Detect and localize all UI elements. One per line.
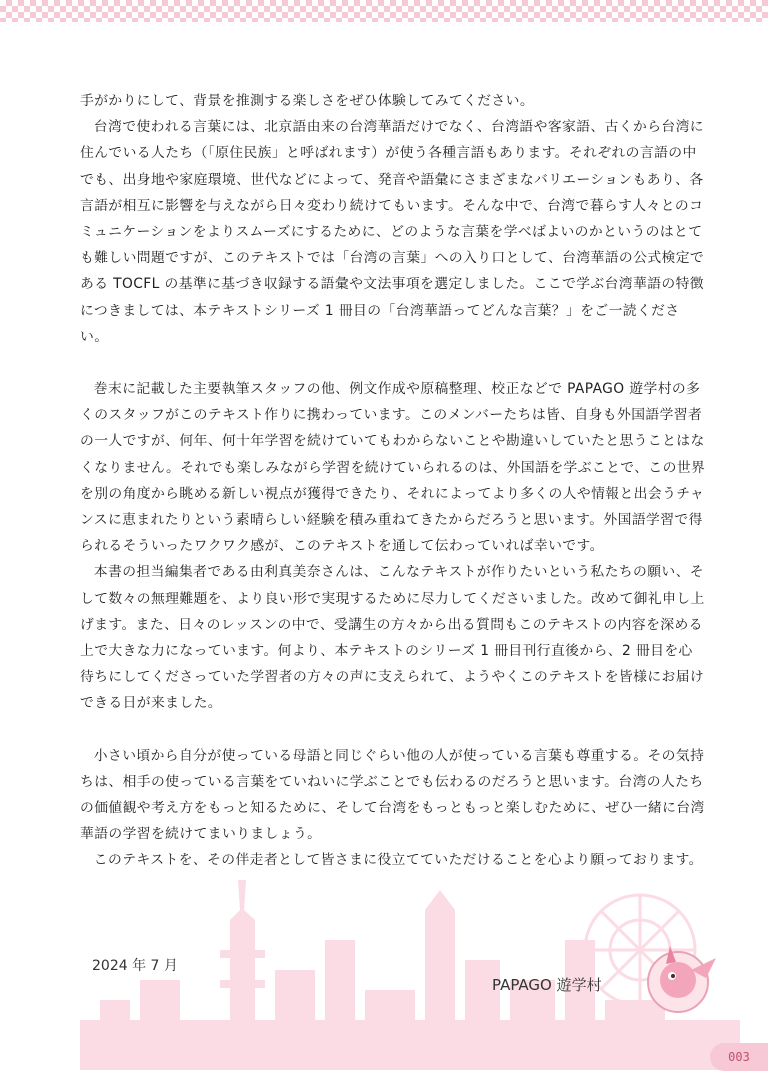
paragraph-4: 本書の担当編集者である由利真美奈さんは、こんなテキストが作りたいという私たちの願い、そして数々の無理難題を、より良い形で実現するために尽力してくださいました。改めて御礼申し上げます。また、日々のレッスンの中で、受講生の方々から出る質問もこのテキストの内容を深める上で大きな力になっています。何より、本テキストのシリーズ 1 冊目刊行直後から、2 冊目を心待ちにしてくださっていた学習者の方々の声に支えられて、ようやくこのテキストを皆様にお届けできる日が来ました。 <box>80 564 705 712</box>
preface-body <box>80 88 706 874</box>
paragraph-1: 手がかりにして、背景を推測する楽しさをぜひ体験してみてください。 <box>80 93 535 109</box>
paragraph-2: 台湾で使われる言葉には、北京語由来の台湾華語だけでなく、台湾語や客家語、古くから台湾に住んでいる人たち（「原住民族」と呼ばれます）が使う各種言語もあります。それぞれの言語の中でも、出身地や家庭環境、世代などによって、発音や語彙にさまざまなバリエーションもあり、各言語が相互に影響を与えながら日々変わり続けてもいます。そんな中で、台湾で暮らす人々とのコミュニケーションをよりスムーズにするために、どのような言葉を学べばよいのかというのはとても難しい問題ですが、このテキストでは「台湾の言葉」への入り口として、台湾華語の公式検定である TOCFL の基準に基づき収録する語彙や文法事項を選定しました。ここで学ぶ台湾華語の特徴につきましては、本テキストシリーズ 1 冊目の「台湾華語ってどんな言葉？」をご一読ください。 <box>80 119 705 345</box>
signature: PAPAGO 遊学村 <box>492 976 602 994</box>
paragraph-3: 巻末に記載した主要執筆スタッフの他、例文作成や原稿整理、校正などで PAPAGO 遊学村の多くのスタッフがこのテキスト作りに携わっています。このメンバーたちは皆、自身も外国語学習者の一人ですが、何年、何十年学習を続けていてもわからないことや勘違いしていたと思うことはなくなりません。それでも楽しみながら学習を続けていられるのは、外国語を学ぶことで、この世界を別の角度から眺める新しい視点が獲得できたり、それによってより多くの人や情報と出会うチャンスに恵まれたりという素晴らしい経験を積み重ねてきたからだろうと思います。外国語学習で得られるそういったワクワク感が、このテキストを通して伝わっていれば幸いです。 <box>80 381 706 555</box>
page-number: 003 <box>710 1043 768 1071</box>
paragraph-5: 小さい頃から自分が使っている母語と同じぐらい他の人が使っている言葉も尊重する。その気持ちは、相手の使っている言葉をていねいに学ぶことでも伝わるのだろうと思います。台湾の人たちの価値観や考え方をもっと知るために、そして台湾をもっともっと楽しむために、ぜひ一緒に台湾華語の学習を続けてまいりましょう。 <box>80 747 705 843</box>
date: 2024 年 7 月 <box>92 958 178 974</box>
top-checker-border <box>0 0 768 22</box>
mascot-badge-icon <box>636 940 726 1020</box>
paragraph-6: このテキストを、その伴走者として皆さまに役立てていただけることを心より願っております。 <box>93 852 703 869</box>
